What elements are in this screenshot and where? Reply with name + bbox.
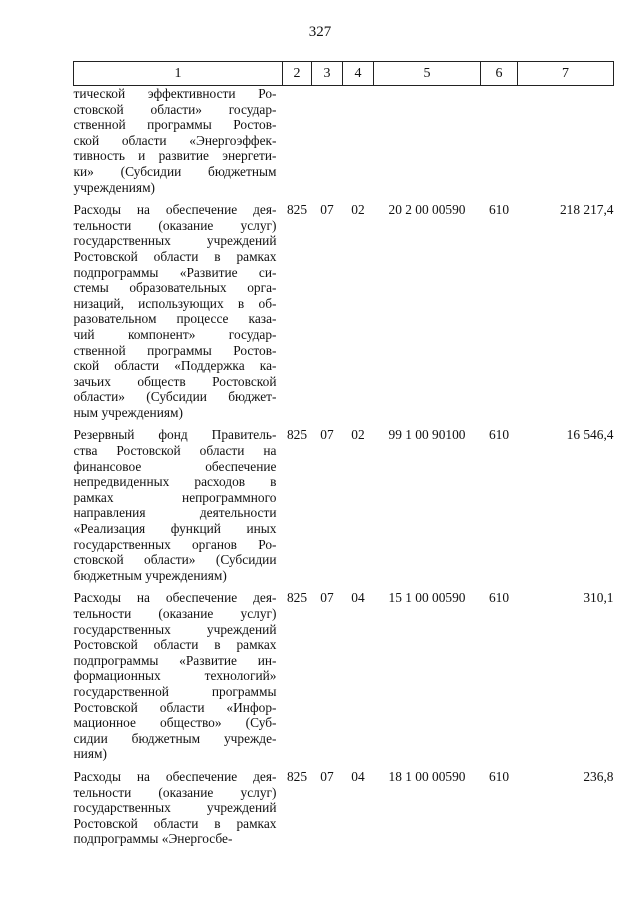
header-col-2: 2 <box>283 62 312 86</box>
row-description <box>74 769 283 854</box>
cell-ministry-code: 825 <box>286 590 308 606</box>
description-line: низаций, использующих в об- <box>73 295 277 311</box>
description-line: государственных учреждений <box>73 233 277 249</box>
description-line: ской области «Поддержка ка- <box>73 358 277 374</box>
cell-section-code: 07 <box>320 768 334 784</box>
cell-ministry-code: 825 <box>286 768 308 784</box>
description-line: подпрограммы «Развитие ин- <box>73 652 277 668</box>
description-line: финансовое обеспечение <box>73 458 277 474</box>
description-line: зачьих обществ Ростовской <box>73 373 277 389</box>
cell-expense-type: 610 <box>488 202 510 218</box>
cell-ministry-code: 825 <box>286 427 308 443</box>
table-body <box>74 86 614 854</box>
description-line: стовской области» государ- <box>73 101 277 117</box>
description-line: государственной программы <box>73 683 277 699</box>
cell-target-article: 20 2 00 00590 <box>388 202 466 218</box>
description-line: Ростовской области в рамках <box>73 815 277 831</box>
cell-subsection-code: 02 <box>351 427 365 443</box>
cell-section-code: 07 <box>320 202 334 218</box>
row-description <box>74 590 283 769</box>
description-line: стемы образовательных орга- <box>73 280 277 296</box>
description-line: государственных органов Ро- <box>73 536 277 552</box>
description-line: подпрограммы «Развитие си- <box>73 264 277 280</box>
row-description <box>74 202 283 427</box>
description-line: ки» (Субсидии бюджетным <box>73 163 277 179</box>
description-line: «Реализация функций иных <box>73 521 277 537</box>
description-line: ства Ростовской области на <box>73 443 277 459</box>
description-line: сидии бюджетным учрежде- <box>73 730 277 746</box>
description-line: ственной программы Ростов- <box>73 342 277 358</box>
description-line: Расходы на обеспечение дея- <box>73 590 277 606</box>
description-line: Ростовской области в рамках <box>73 637 277 653</box>
table-row <box>74 202 614 427</box>
row-description <box>74 86 283 203</box>
table-row <box>74 769 614 854</box>
cell-subsection-code <box>343 86 374 203</box>
description-line: бюджетным учреждениям) <box>73 567 227 583</box>
table-row <box>74 590 614 769</box>
description-line: тивность и развитие энергети- <box>73 148 277 164</box>
description-line: тельности (оказание услуг) <box>73 784 277 800</box>
description-line: мационное общество» (Суб- <box>73 715 277 731</box>
table-header <box>74 62 614 86</box>
cell-ministry-code <box>283 86 312 203</box>
cell-amount: 218 217,4 <box>559 202 614 218</box>
description-line: Резервный фонд Правитель- <box>73 427 277 443</box>
cell-subsection-code: 04 <box>351 590 365 606</box>
description-line: чий компонент» государ- <box>73 326 277 342</box>
description-line: ской области «Энергоэффек- <box>73 132 277 148</box>
description-line: подпрограммы «Энергосбе- <box>73 831 233 847</box>
description-line: рамках непрограммного <box>73 489 277 505</box>
cell-expense-type: 610 <box>488 590 510 606</box>
description-line: учреждениям) <box>73 179 156 195</box>
page-number: 327 <box>308 24 332 40</box>
cell-expense-type: 610 <box>488 427 510 443</box>
cell-section-code: 07 <box>320 427 334 443</box>
header-col-1: 1 <box>74 62 283 86</box>
header-col-3: 3 <box>312 62 343 86</box>
description-line: ниям) <box>73 746 107 762</box>
description-line: тельности (оказание услуг) <box>73 606 277 621</box>
description-line: разовательном процессе каза- <box>73 311 277 327</box>
header-col-4: 4 <box>343 62 374 86</box>
description-line: Ростовской области «Инфор- <box>73 699 277 715</box>
cell-amount <box>518 86 614 203</box>
cell-section-code: 07 <box>320 590 334 606</box>
cell-subsection-code: 02 <box>351 202 365 218</box>
table-row <box>74 427 614 590</box>
description-line: Ростовской области в рамках <box>73 248 277 264</box>
header-col-6: 6 <box>481 62 518 86</box>
description-line: ственной программы Ростов- <box>73 117 277 133</box>
cell-amount: 236,8 <box>583 768 614 784</box>
row-description <box>74 427 283 590</box>
cell-ministry-code: 825 <box>286 202 308 218</box>
description-line: стовской области» (Субсидии <box>73 552 277 568</box>
cell-target-article: 18 1 00 00590 <box>388 768 466 784</box>
cell-amount: 16 546,4 <box>566 427 614 443</box>
cell-expense-type <box>481 86 518 203</box>
description-line: формационных технологий» <box>73 668 277 684</box>
cell-target-article: 15 1 00 00590 <box>388 590 466 606</box>
cell-subsection-code: 04 <box>351 768 365 784</box>
description-line: непредвиденных расходов в <box>73 474 277 490</box>
description-line: тической эффективности Ро- <box>73 86 277 101</box>
cell-amount: 310,1 <box>583 590 614 606</box>
cell-section-code <box>312 86 343 203</box>
description-line: Расходы на обеспечение дея- <box>73 768 277 784</box>
table-row <box>74 86 614 203</box>
description-line: государственных учреждений <box>73 800 277 816</box>
budget-table <box>73 61 614 854</box>
description-line: ным учреждениям) <box>73 404 183 420</box>
description-line: Расходы на обеспечение дея- <box>73 202 277 218</box>
description-line: государственных учреждений <box>73 621 277 637</box>
description-line: направления деятельности <box>73 505 277 521</box>
cell-expense-type: 610 <box>488 768 510 784</box>
description-line: тельности (оказание услуг) <box>73 217 277 233</box>
header-col-5: 5 <box>374 62 481 86</box>
cell-target-article <box>374 86 481 203</box>
header-col-7: 7 <box>518 62 614 86</box>
description-line: области» (Субсидии бюджет- <box>73 389 277 405</box>
cell-target-article: 99 1 00 90100 <box>388 427 466 443</box>
